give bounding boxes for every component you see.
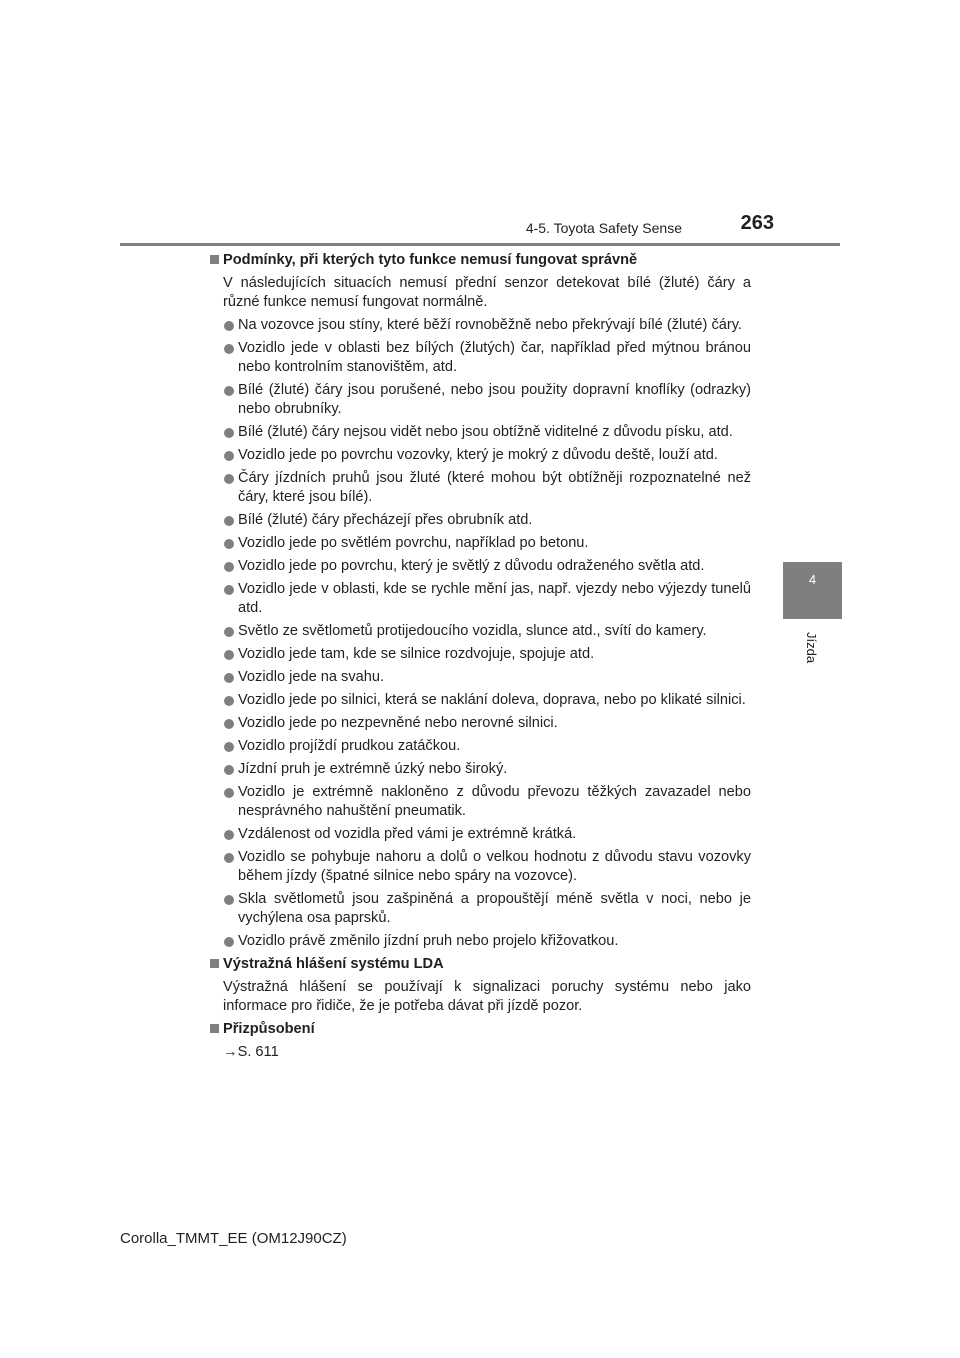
bullet-dot-icon: [224, 321, 234, 331]
bullet-dot-icon: [224, 742, 234, 752]
list-item-text: Skla světlometů jsou zašpiněná a propouštějí méně světla v noci, nebo je vychýlena osa paprsků.: [238, 891, 751, 926]
chapter-tab: [783, 562, 842, 619]
square-bullet-icon: [210, 255, 219, 264]
list-item: [210, 825, 751, 844]
bullet-dot-icon: [224, 474, 234, 484]
bullet-dot-icon: [224, 696, 234, 706]
list-item-text: Vozidlo jede po silnici, která se naklání doleva, doprava, nebo po klikaté silnici.: [238, 692, 746, 708]
list-item: [210, 423, 751, 442]
section-heading-conditions: [210, 251, 751, 270]
list-item: [210, 469, 751, 507]
bullet-dot-icon: [224, 451, 234, 461]
list-item-text: Vzdálenost od vozidla před vámi je extrémně krátká.: [238, 826, 577, 842]
list-item: [210, 714, 751, 733]
chapter-label: Jízda: [804, 632, 819, 664]
section-heading-lda-warnings: [210, 955, 751, 974]
list-item-text: Vozidlo se pohybuje nahoru a dolů o velkou hodnotu z důvodu stavu vozovky během jízdy (špatné silnice nebo spáry na vozovce).: [238, 849, 751, 884]
chapter-number: 4: [808, 572, 817, 587]
heading-text: Podmínky, při kterých tyto funkce nemusí fungovat správně: [223, 252, 638, 268]
list-item: [210, 645, 751, 664]
bullet-dot-icon: [224, 788, 234, 798]
header-rule: [120, 243, 840, 246]
bullet-dot-icon: [224, 673, 234, 683]
square-bullet-icon: [210, 1024, 219, 1033]
bullet-dot-icon: [224, 344, 234, 354]
list-item-text: Vozidlo projíždí prudkou zatáčkou.: [238, 738, 461, 754]
list-item-text: Jízdní pruh je extrémně úzký nebo široký.: [238, 761, 508, 777]
list-item: [210, 381, 751, 419]
section-intro: Výstražná hlášení se používají k signalizaci poruchy systému nebo jako informace pro řidiče, že je potřeba dávat při jízdě pozor.: [223, 979, 751, 1014]
bullet-dot-icon: [224, 853, 234, 863]
list-item: [210, 848, 751, 886]
bullet-dot-icon: [224, 627, 234, 637]
list-item-text: Bílé (žluté) čáry přecházejí přes obrubník atd.: [238, 512, 533, 528]
list-item: [210, 932, 751, 951]
list-item-text: Vozidlo jede tam, kde se silnice rozdvojuje, spojuje atd.: [238, 646, 595, 662]
heading-text: Přizpůsobení: [223, 1021, 315, 1037]
list-item: [210, 622, 751, 641]
list-item: [210, 580, 751, 618]
page-content: [210, 251, 751, 1066]
bullet-dot-icon: [224, 428, 234, 438]
bullet-dot-icon: [224, 539, 234, 549]
list-item-text: Vozidlo jede v oblasti, kde se rychle mění jas, např. vjezdy nebo výjezdy tunelů atd.: [238, 581, 751, 616]
list-item-text: Vozidlo právě změnilo jízdní pruh nebo projelo křižovatkou.: [238, 933, 619, 949]
list-item-text: Světlo ze světlometů protijedoucího vozidla, slunce atd., svítí do kamery.: [238, 623, 707, 639]
list-item: [210, 557, 751, 576]
section-title: 4-5. Toyota Safety Sense: [525, 220, 682, 236]
heading-text: Výstražná hlášení systému LDA: [223, 956, 444, 972]
list-item: [210, 446, 751, 465]
list-item-text: Vozidlo jede po světlém povrchu, například po betonu.: [238, 535, 589, 551]
list-item: [210, 668, 751, 687]
list-item-text: Bílé (žluté) čáry nejsou vidět nebo jsou obtížně viditelné z důvodu písku, atd.: [238, 424, 733, 440]
list-item: [210, 691, 751, 710]
bullet-dot-icon: [224, 830, 234, 840]
bullet-dot-icon: [224, 386, 234, 396]
bullet-dot-icon: [224, 765, 234, 775]
list-item-text: Vozidlo jede po povrchu vozovky, který je mokrý z důvodu deště, louží atd.: [238, 447, 718, 463]
bullet-dot-icon: [224, 650, 234, 660]
page-number: 263: [740, 212, 774, 234]
bullet-dot-icon: [224, 562, 234, 572]
list-item: [210, 511, 751, 530]
list-item: [210, 339, 751, 377]
section-intro: V následujících situacích nemusí přední senzor detekovat bílé (žluté) čáry a různé funkce nemusí fungovat normálně.: [223, 275, 751, 310]
bullet-dot-icon: [224, 585, 234, 595]
bullet-dot-icon: [224, 895, 234, 905]
list-item: [210, 783, 751, 821]
condition-list: [210, 316, 751, 951]
bullet-dot-icon: [224, 719, 234, 729]
list-item-text: Vozidlo je extrémně nakloněno z důvodu převozu těžkých zavazadel nebo nesprávného nahuštění pneumatik.: [238, 784, 751, 819]
bullet-dot-icon: [224, 516, 234, 526]
manual-code: Corolla_TMMT_EE (OM12J90CZ): [120, 1230, 347, 1247]
list-item-text: Vozidlo jede po nezpevněné nebo nerovné silnici.: [238, 715, 558, 731]
list-item: [210, 760, 751, 779]
list-item: [210, 534, 751, 553]
list-item-text: Vozidlo jede po povrchu, který je světlý z důvodu odraženého světla atd.: [238, 558, 705, 574]
page-reference: →S. 611: [223, 1044, 279, 1060]
list-item-text: Bílé (žluté) čáry jsou porušené, nebo jsou použity dopravní knoflíky (odrazky) nebo obrubníky.: [238, 382, 751, 417]
list-item-text: Na vozovce jsou stíny, které běží rovnoběžně nebo překrývají bílé (žluté) čáry.: [238, 317, 742, 333]
list-item-text: Vozidlo jede na svahu.: [238, 669, 385, 685]
list-item-text: Čáry jízdních pruhů jsou žluté (které mohou být obtížněji rozpoznatelné než čáry, které jsou bílé).: [238, 470, 751, 505]
list-item: [210, 890, 751, 928]
list-item: [210, 737, 751, 756]
square-bullet-icon: [210, 959, 219, 968]
page-header: [120, 212, 840, 244]
section-heading-customization: [210, 1020, 751, 1039]
list-item-text: Vozidlo jede v oblasti bez bílých (žlutých) čar, například před mýtnou bránou nebo kontrolním stanovištěm, atd.: [238, 340, 751, 375]
list-item: [210, 316, 751, 335]
bullet-dot-icon: [224, 937, 234, 947]
